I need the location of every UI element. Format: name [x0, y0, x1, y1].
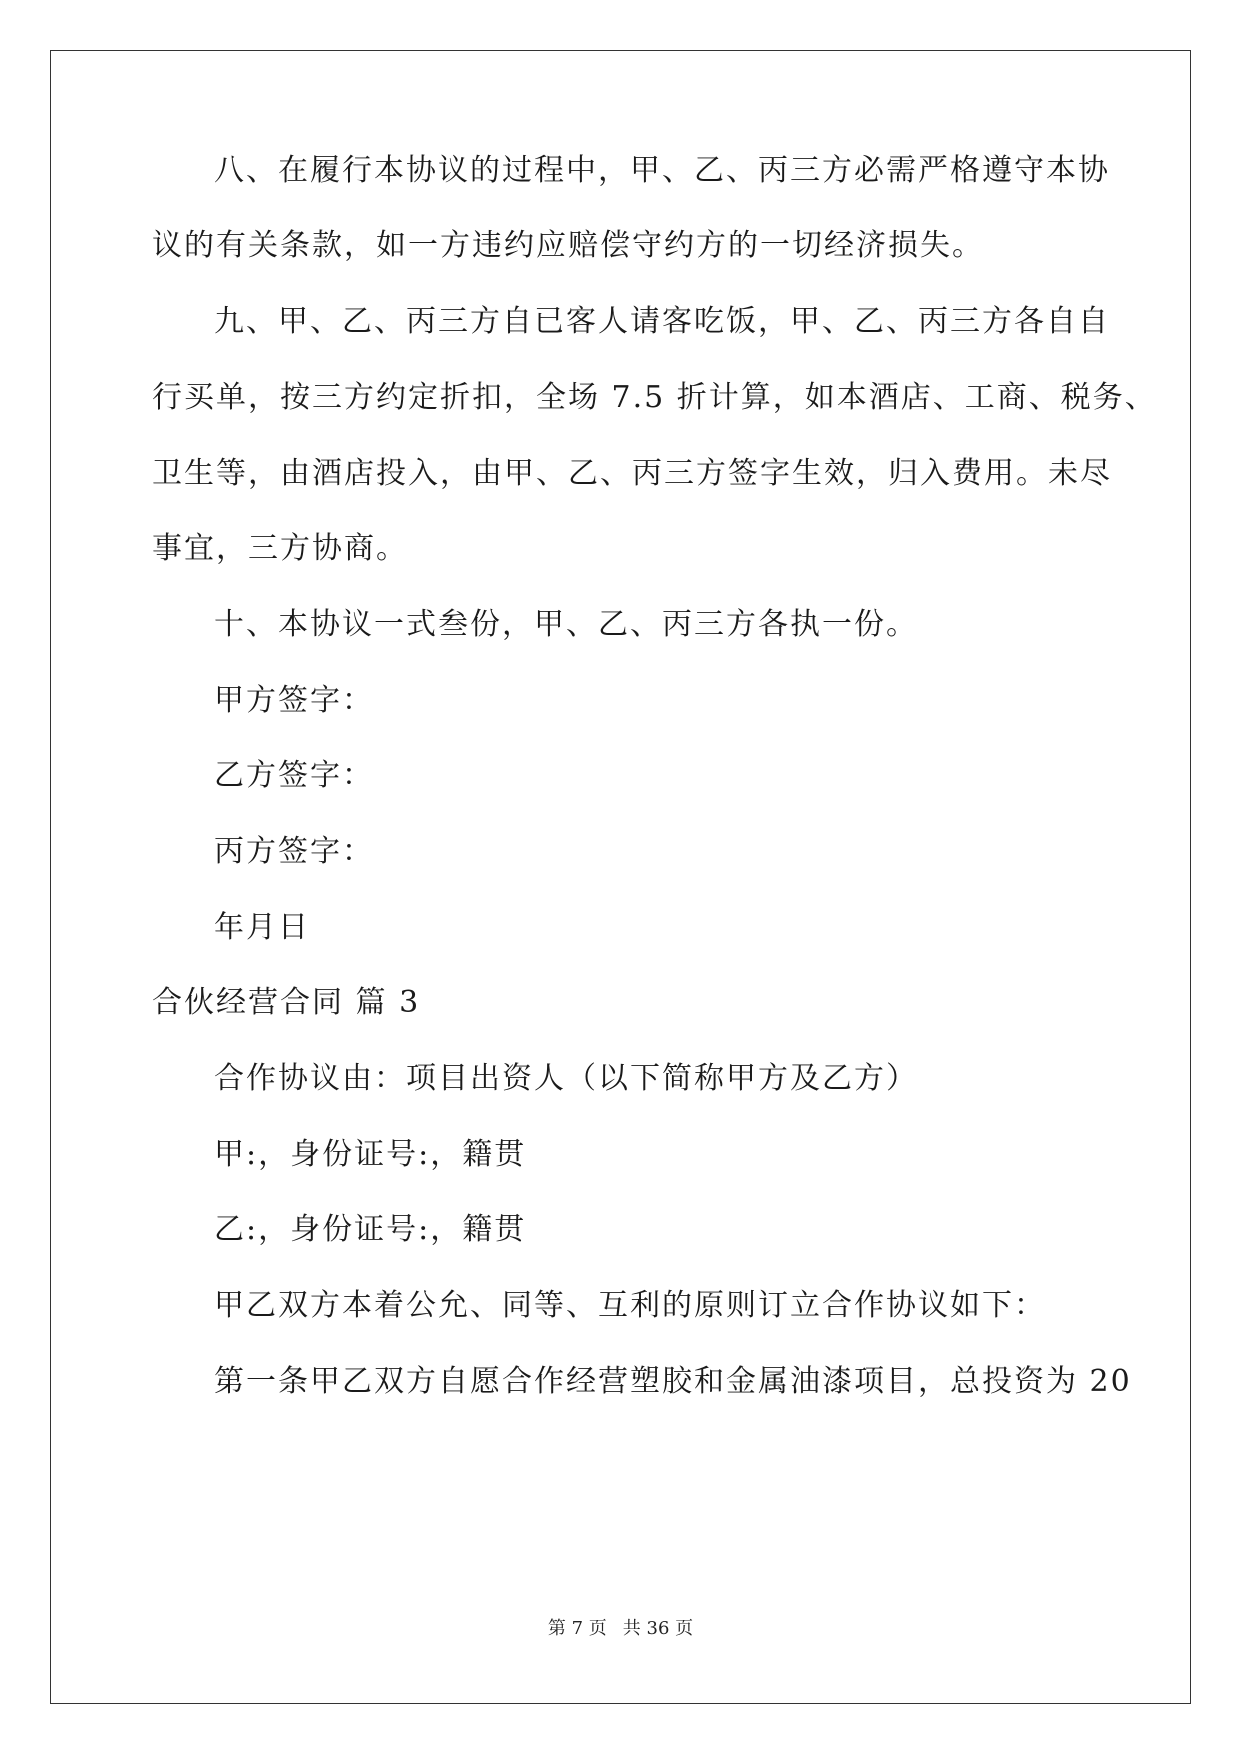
clause-9-line-3: 卫生等，由酒店投入，由甲、乙、丙三方签字生效，归入费用。未尽: [152, 456, 1112, 491]
page-number: 第 7 页: [547, 1618, 607, 1639]
clause-8-line-2: 议的有关条款，如一方违约应赔偿守约方的一切经济损失。: [152, 228, 984, 263]
party-a-info: 甲:，身份证号:，籍贯: [214, 1137, 527, 1172]
signature-date: 年月日: [214, 910, 310, 945]
clause-8-line-1: 八、在履行本协议的过程中，甲、乙、丙三方必需严格遵守本协: [214, 153, 1110, 188]
party-b-info: 乙:，身份证号:，籍贯: [214, 1212, 527, 1247]
page-footer: [0, 1617, 1241, 1641]
signature-party-b: 乙方签字：: [214, 758, 374, 793]
section-title: 合伙经营合同 篇 3: [152, 985, 421, 1020]
signature-party-a: 甲方签字：: [214, 683, 374, 718]
agreement-principle: 甲乙双方本着公允、同等、互利的原则订立合作协议如下：: [214, 1288, 1046, 1323]
clause-10-line-1: 十、本协议一式叁份，甲、乙、丙三方各执一份。: [214, 607, 918, 642]
page-total: 共 36 页: [622, 1618, 694, 1639]
clause-9-line-4: 事宜，三方协商。: [152, 531, 408, 566]
clause-9-line-2: 行买单，按三方约定折扣，全场 7.5 折计算，如本酒店、工商、税务、: [152, 380, 1157, 415]
article-1-line-1: 第一条甲乙双方自愿合作经营塑胶和金属油漆项目，总投资为 20: [214, 1364, 1132, 1399]
agreement-intro: 合作协议由：项目出资人（以下简称甲方及乙方）: [214, 1061, 918, 1096]
clause-9-line-1: 九、甲、乙、丙三方自已客人请客吃饭，甲、乙、丙三方各自自: [214, 304, 1110, 339]
page-border: [50, 50, 1191, 1704]
signature-party-c: 丙方签字：: [214, 834, 374, 869]
